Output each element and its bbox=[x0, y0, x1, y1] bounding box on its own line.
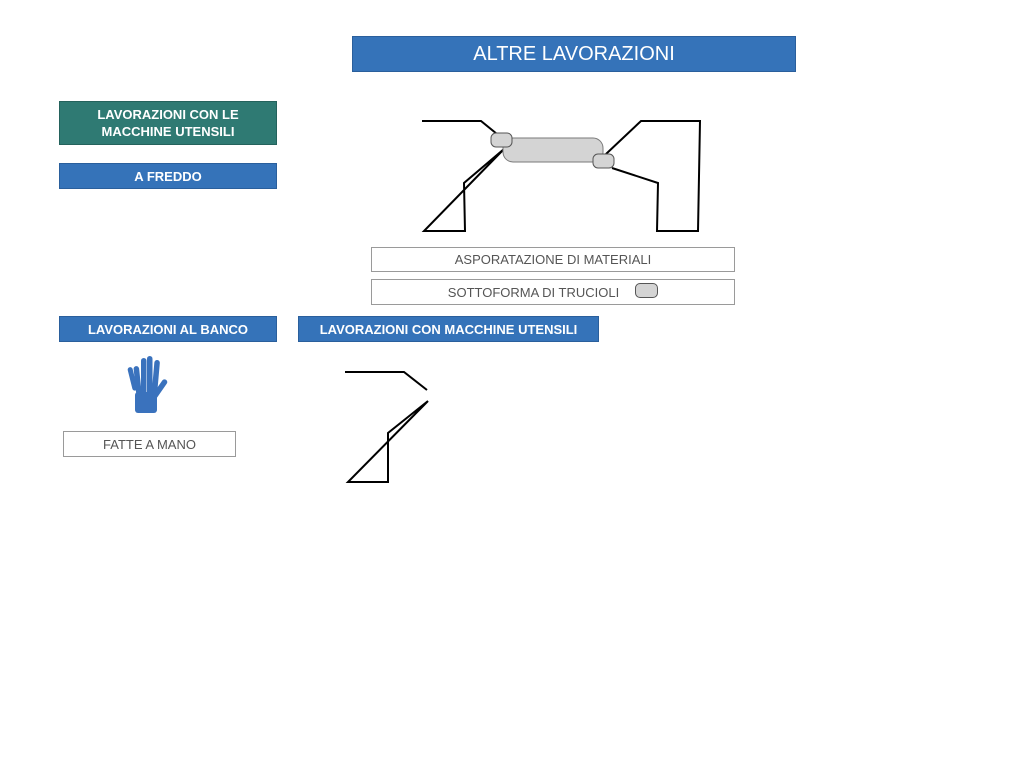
banco-box bbox=[59, 316, 277, 342]
category-line-2: MACCHINE UTENSILI bbox=[101, 124, 235, 139]
chip-icon bbox=[635, 283, 658, 298]
subcategory-label: A FREDDO bbox=[134, 168, 202, 184]
hand-icon bbox=[127, 356, 168, 413]
banco-label: LAVORAZIONI AL BANCO bbox=[87, 321, 249, 337]
chip-icon bbox=[491, 133, 512, 147]
removed-material-bar bbox=[503, 138, 603, 162]
macchine-box bbox=[298, 316, 599, 342]
workpiece-bottom-shape bbox=[345, 372, 428, 482]
chip-icon bbox=[593, 154, 614, 168]
mano-box bbox=[63, 431, 236, 457]
macchine-label: LAVORAZIONI CON MACCHINE UTENSILI bbox=[319, 321, 578, 337]
label-asportazione-text: ASPORATAZIONE DI MATERIALI bbox=[454, 252, 652, 267]
label-asportazione bbox=[371, 247, 735, 272]
category-line-1: LAVORAZIONI CON LE bbox=[97, 107, 239, 122]
label-trucioli bbox=[371, 279, 735, 305]
slide-title-text: ALTRE LAVORAZIONI bbox=[473, 42, 675, 65]
mano-label: FATTE A MANO bbox=[103, 436, 196, 452]
label-trucioli-text: SOTTOFORMA DI TRUCIOLI bbox=[447, 284, 620, 300]
workpiece-right-shape bbox=[606, 121, 700, 231]
